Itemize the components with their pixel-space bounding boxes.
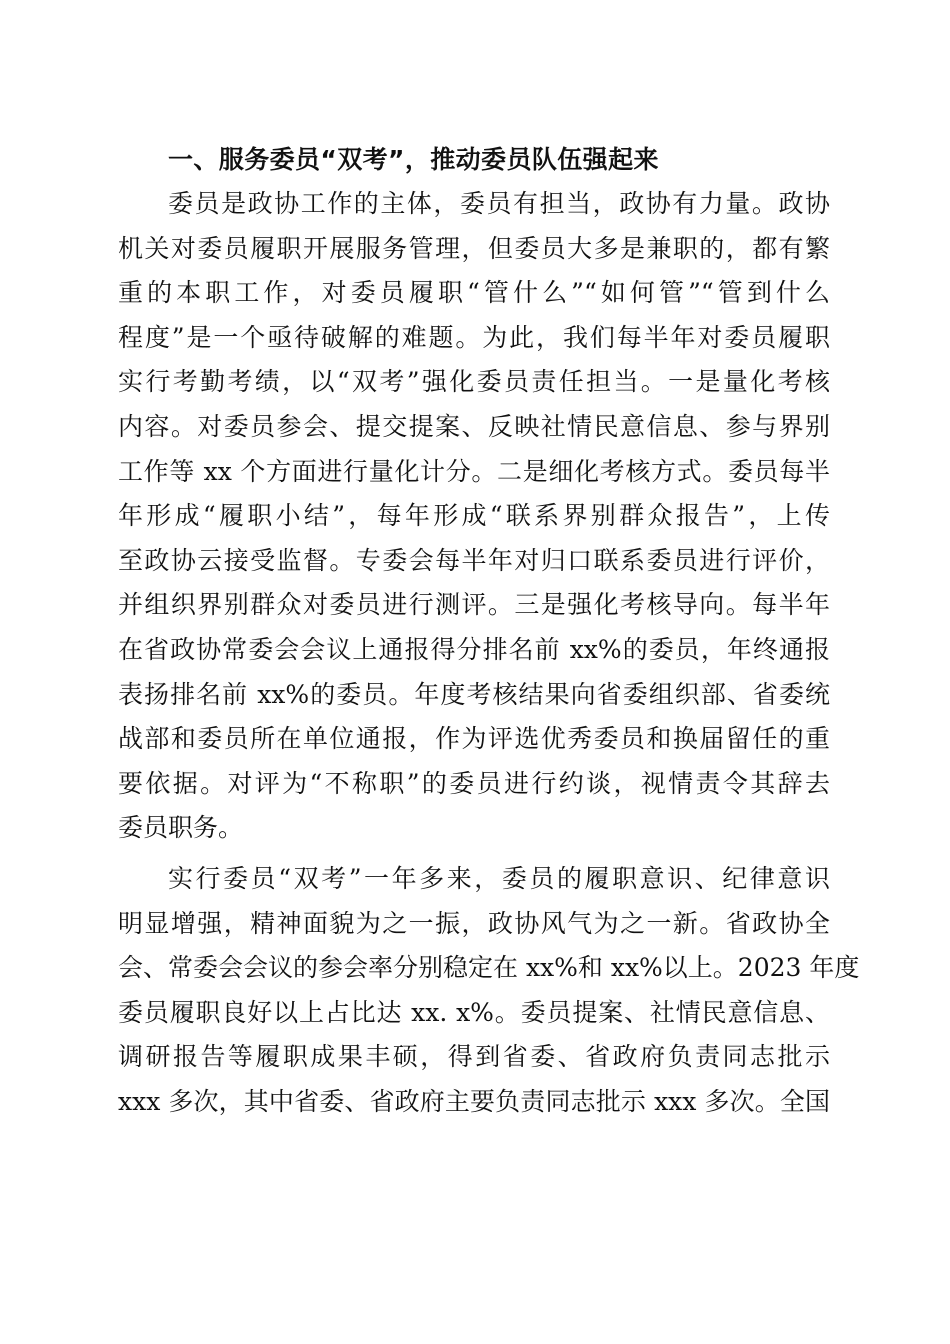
paragraph-1-line: 工作等 xx 个方面进行量化计分。二是细化考核方式。委员每半 xyxy=(118,456,830,486)
paragraph-1-line: 重的本职工作，对委员履职“管什么”“如何管”“管到什么 xyxy=(118,278,830,308)
paragraph-2 xyxy=(118,857,860,1125)
paragraph-1-line: 战部和委员所在单位通报，作为评选优秀委员和换届留任的重 xyxy=(118,724,830,754)
paragraph-1-line: 委员职务。 xyxy=(118,813,244,843)
paragraph-1-line: 并组织界别群众对委员进行测评。三是强化考核导向。每半年 xyxy=(118,590,830,620)
paragraph-2-line: 实行委员“双考”一年多来，委员的履职意识、纪律意识 xyxy=(168,863,830,893)
paragraph-1-line: 机关对委员履职开展服务管理，但委员大多是兼职的，都有繁 xyxy=(118,233,830,263)
paragraph-2-line: xxx 多次，其中省委、省政府主要负责同志批示 xxx 多次。全国 xyxy=(118,1086,830,1116)
paragraph-1-line: 要依据。对评为“不称职”的委员进行约谈，视情责令其辞去 xyxy=(118,768,830,798)
paragraph-1-line: 程度”是一个亟待破解的难题。为此，我们每半年对委员履职 xyxy=(118,322,830,352)
paragraph-1-line: 表扬排名前 xx%的委员。年度考核结果向省委组织部、省委统 xyxy=(118,679,830,709)
document-body xyxy=(118,138,860,1124)
paragraph-1 xyxy=(118,182,830,851)
paragraph-1-line: 内容。对委员参会、提交提案、反映社情民意信息、参与界别 xyxy=(118,411,830,441)
paragraph-2-line: 委员履职良好以上占比达 xx. x%。委员提案、社情民意信息、 xyxy=(118,997,830,1027)
paragraph-2-line: 会、常委会会议的参会率分别稳定在 xx%和 xx%以上。2023 年度 xyxy=(118,953,860,983)
paragraph-1-line: 委员是政协工作的主体，委员有担当，政协有力量。政协 xyxy=(168,189,830,218)
paragraph-1-line: 年形成“履职小结”，每年形成“联系界别群众报告”，上传 xyxy=(118,501,830,531)
paragraph-1-line: 在省政协常委会会议上通报得分排名前 xx%的委员，年终通报 xyxy=(118,634,830,664)
section-heading: 一、服务委员“双考”，推动委员队伍强起来 xyxy=(168,145,659,174)
paragraph-2-line: 调研报告等履职成果丰硕，得到省委、省政府负责同志批示 xyxy=(118,1042,830,1072)
paragraph-1-line: 实行考勤考绩，以“双考”强化委员责任担当。一是量化考核 xyxy=(118,367,830,397)
paragraph-2-line: 明显增强，精神面貌为之一振，政协风气为之一新。省政协全 xyxy=(118,908,830,938)
paragraph-1-line: 至政协云接受监督。专委会每半年对归口联系委员进行评价， xyxy=(118,545,830,575)
